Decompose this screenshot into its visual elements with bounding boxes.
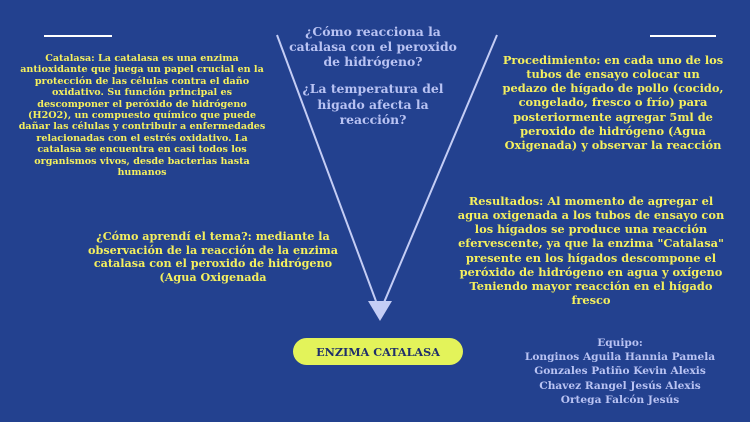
team-heading: Equipo: [597,337,643,349]
team-member: Ortega Falcón Jesús [560,393,680,406]
v-arrowhead-icon [368,301,392,321]
team-member: Chavez Rangel Jesús Alexis [539,379,701,392]
question-2: ¿La temperatura del higado afecta la reacción? [302,81,444,127]
results: Resultados: Al momento de agregar el agua oxigenada a los tubos de ensayo con los hígados se produce una reacción efervescente, ya que la enzima "Catalasa" presente en los hígados descompone el peróxido de hidrógeno en agua y oxígeno Teniendo mayor reacción en el hígado fresco [457,194,725,307]
team-member: Gonzales Patiño Kevin Alexis [534,365,706,378]
title-pill: ENZIMA CATALASA [293,338,463,365]
catalasa-definition: Catalasa: La catalasa es una enzima antioxidante que juega un papel crucial en la protección de las células contra el daño oxidativo. Su función principal es descomponer el peróxido de hidrógeno (H2O2), un compuesto químico que puede dañar las células y contribuir a enfermedades relacionadas con el estrés oxidativo. La catalasa se encuentra en casi todos los organismos vivos, desde bacterias hasta humanos [18,53,266,179]
question-1: ¿Cómo reacciona la catalasa con el peroxido de hidrógeno? [289,24,457,70]
team-member: Longinos Aguila Hannia Pamela [524,351,716,364]
procedure: Procedimiento: en cada uno de los tubos de ensayo colocar un pedazo de hígado de pollo (cocido, congelado, fresco o frío) para posteriormente agregar 5ml de peroxido de hidrógeno (Agua Oxigenada) y observar la reacción [502,53,724,152]
team-block [500,336,740,407]
research-questions [283,24,463,127]
how-learned: ¿Cómo aprendí el tema?: mediante la observación de la reacción de la enzima catalasa con el peroxido de hidrógeno (Agua Oxigenada [88,229,338,284]
